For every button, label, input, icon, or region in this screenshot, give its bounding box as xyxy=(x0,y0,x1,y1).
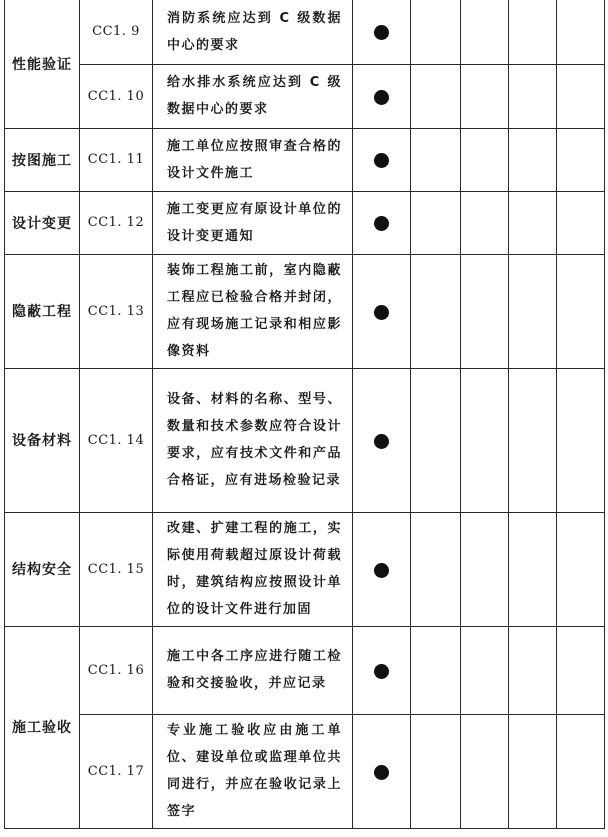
blank-cell xyxy=(461,714,509,828)
blank-cell xyxy=(461,368,509,512)
blank-cell xyxy=(557,254,605,368)
blank-cell xyxy=(411,512,461,626)
blank-cell xyxy=(461,254,509,368)
table-row xyxy=(5,714,605,828)
filled-dot-icon xyxy=(374,563,389,578)
applicability-cell xyxy=(353,0,411,64)
requirement-text: 施工中各工序应进行随工检验和交接验收，并应记录 xyxy=(153,626,353,714)
clause-code: CC1. 14 xyxy=(80,368,153,512)
applicability-cell xyxy=(353,64,411,128)
table-row xyxy=(5,512,605,626)
blank-cell xyxy=(509,64,557,128)
blank-cell xyxy=(411,191,461,254)
category-cell: 设备材料 xyxy=(5,368,80,512)
applicability-cell xyxy=(353,368,411,512)
blank-cell xyxy=(411,0,461,64)
filled-dot-icon xyxy=(374,216,389,231)
applicability-cell xyxy=(353,191,411,254)
table-row xyxy=(5,128,605,191)
category-cell: 结构安全 xyxy=(5,512,80,626)
category-cell: 性能验证 xyxy=(5,0,80,128)
blank-cell xyxy=(461,128,509,191)
blank-cell xyxy=(411,254,461,368)
blank-cell xyxy=(461,64,509,128)
blank-cell xyxy=(461,191,509,254)
blank-cell xyxy=(557,64,605,128)
blank-cell xyxy=(557,191,605,254)
blank-cell xyxy=(509,191,557,254)
blank-cell xyxy=(509,626,557,714)
table-row xyxy=(5,64,605,128)
filled-dot-icon xyxy=(374,25,389,40)
blank-cell xyxy=(461,626,509,714)
clause-code: CC1. 17 xyxy=(80,714,153,828)
blank-cell xyxy=(557,512,605,626)
clause-code: CC1. 16 xyxy=(80,626,153,714)
requirement-text: 专业施工验收应由施工单位、建设单位或监理单位共同进行，并应在验收记录上签字 xyxy=(153,714,353,828)
clause-code: CC1. 12 xyxy=(80,191,153,254)
clause-code: CC1. 11 xyxy=(80,128,153,191)
requirements-table xyxy=(4,0,605,829)
applicability-cell xyxy=(353,128,411,191)
applicability-cell xyxy=(353,626,411,714)
blank-cell xyxy=(509,0,557,64)
blank-cell xyxy=(411,626,461,714)
blank-cell xyxy=(411,64,461,128)
requirement-text: 施工变更应有原设计单位的设计变更通知 xyxy=(153,191,353,254)
filled-dot-icon xyxy=(374,153,389,168)
blank-cell xyxy=(461,512,509,626)
table-row xyxy=(5,0,605,64)
clause-code: CC1. 9 xyxy=(80,0,153,64)
blank-cell xyxy=(411,368,461,512)
applicability-cell xyxy=(353,254,411,368)
table-row xyxy=(5,254,605,368)
blank-cell xyxy=(461,0,509,64)
applicability-cell xyxy=(353,714,411,828)
category-cell: 隐蔽工程 xyxy=(5,254,80,368)
blank-cell xyxy=(557,0,605,64)
blank-cell xyxy=(509,512,557,626)
blank-cell xyxy=(557,714,605,828)
table-row xyxy=(5,626,605,714)
applicability-cell xyxy=(353,512,411,626)
table-row xyxy=(5,368,605,512)
filled-dot-icon xyxy=(374,765,389,780)
requirement-text: 装饰工程施工前，室内隐蔽工程应已检验合格并封闭，应有现场施工记录和相应影像资料 xyxy=(153,254,353,368)
blank-cell xyxy=(509,714,557,828)
filled-dot-icon xyxy=(374,434,389,449)
blank-cell xyxy=(411,714,461,828)
requirement-text: 施工单位应按照审查合格的设计文件施工 xyxy=(153,128,353,191)
blank-cell xyxy=(509,128,557,191)
category-cell: 按图施工 xyxy=(5,128,80,191)
category-cell: 设计变更 xyxy=(5,191,80,254)
requirement-text: 消防系统应达到 C 级数据中心的要求 xyxy=(153,0,353,64)
clause-code: CC1. 13 xyxy=(80,254,153,368)
clause-code: CC1. 15 xyxy=(80,512,153,626)
requirement-text: 改建、扩建工程的施工，实际使用荷载超过原设计荷载时，建筑结构应按照设计单位的设计文件进行加固 xyxy=(153,512,353,626)
clause-code: CC1. 10 xyxy=(80,64,153,128)
requirement-text: 给水排水系统应达到 C 级数据中心的要求 xyxy=(153,64,353,128)
blank-cell xyxy=(509,254,557,368)
filled-dot-icon xyxy=(374,90,389,105)
filled-dot-icon xyxy=(374,664,389,679)
blank-cell xyxy=(411,128,461,191)
category-cell: 施工验收 xyxy=(5,626,80,828)
blank-cell xyxy=(509,368,557,512)
filled-dot-icon xyxy=(374,305,389,320)
table-row xyxy=(5,191,605,254)
requirement-text: 设备、材料的名称、型号、数量和技术参数应符合设计要求，应有技术文件和产品合格证，应有进场检验记录 xyxy=(153,368,353,512)
blank-cell xyxy=(557,626,605,714)
blank-cell xyxy=(557,128,605,191)
blank-cell xyxy=(557,368,605,512)
